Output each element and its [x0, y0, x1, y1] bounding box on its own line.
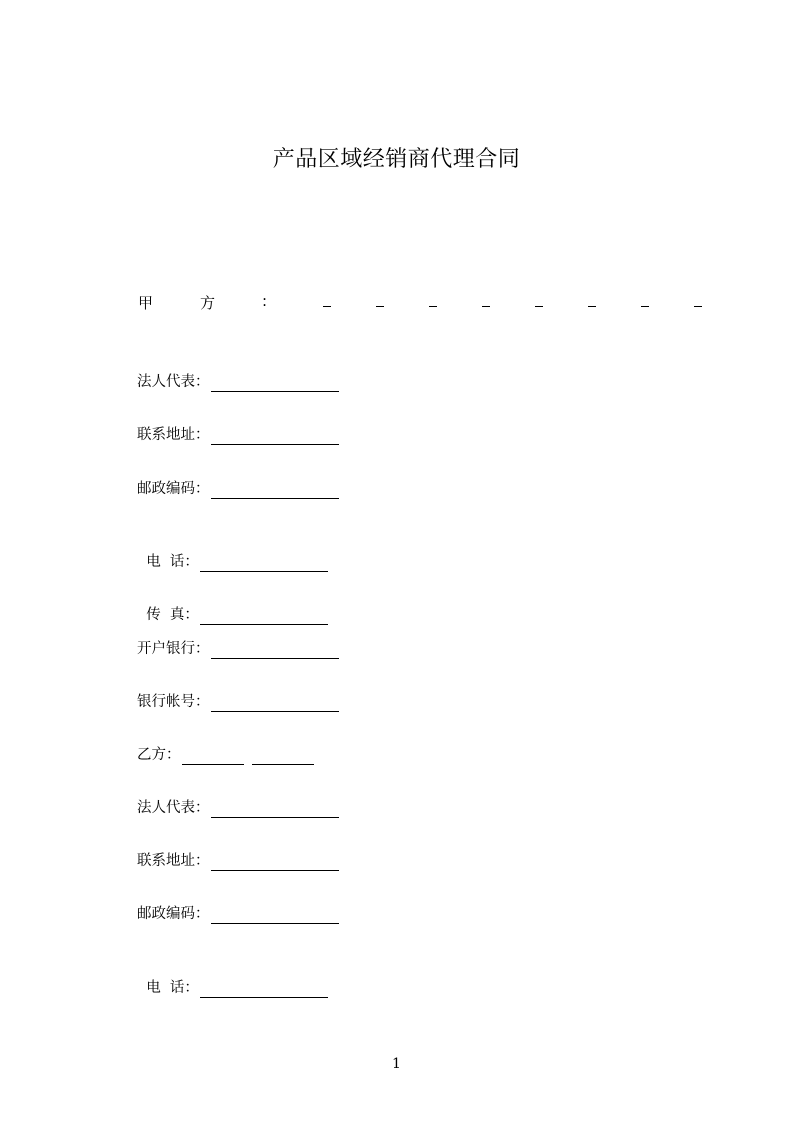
- fill-in-blank: [252, 748, 314, 765]
- field-label: 电 话：: [146, 554, 199, 570]
- fill-in-blank: [211, 375, 339, 392]
- field-label: 银行帐号：: [137, 694, 210, 710]
- field-label: 法人代表：: [137, 374, 210, 390]
- fill-in-blank: [200, 981, 328, 998]
- page-number: 1: [392, 1056, 401, 1072]
- party-b-name-field: [137, 745, 314, 765]
- field-label: 乙方：: [137, 747, 181, 763]
- party-a-blank-dash: [429, 306, 437, 307]
- fill-in-blank: [211, 642, 339, 659]
- party-a-line: [138, 292, 708, 316]
- party-a-address-field: [137, 425, 339, 445]
- party-a-blank-dash: [376, 306, 384, 307]
- party-a-colon: :: [262, 292, 268, 310]
- fill-in-blank: [211, 428, 339, 445]
- party-a-fax-field: [137, 585, 328, 623]
- party-a-blank-dash: [694, 306, 702, 307]
- party-a-blank-dash: [588, 306, 596, 307]
- field-label: 联系地址：: [137, 427, 210, 443]
- fill-in-blank: [211, 482, 339, 499]
- party-a-postcode-field: [137, 479, 339, 499]
- field-label: 传 真：: [146, 607, 199, 623]
- fill-in-blank: [211, 907, 339, 924]
- party-a-legal-rep-field: [137, 372, 339, 392]
- document-title: 产品区域经销商代理合同: [272, 147, 521, 172]
- party-a-account-field: [137, 692, 339, 712]
- party-a-bank-field: [137, 639, 339, 659]
- party-a-label-char1: 甲: [138, 294, 154, 312]
- field-label: 邮政编码：: [137, 481, 210, 497]
- field-label: 法人代表：: [137, 800, 210, 816]
- fill-in-blank: [211, 801, 339, 818]
- party-a-phone-field: [137, 532, 328, 570]
- field-label: 电 话：: [146, 980, 199, 996]
- party-a-label-char2: 方: [200, 294, 216, 312]
- fill-in-blank: [200, 555, 328, 572]
- party-b-postcode-field: [137, 904, 339, 924]
- field-label: 邮政编码：: [137, 906, 210, 922]
- party-b-legal-rep-field: [137, 798, 339, 818]
- fill-in-blank: [211, 854, 339, 871]
- party-b-address-field: [137, 851, 339, 871]
- party-b-phone-field: [137, 958, 328, 996]
- party-a-blank-dash: [482, 306, 490, 307]
- party-a-blank-dash: [323, 306, 331, 307]
- fill-in-blank: [200, 608, 328, 625]
- fill-in-blank: [182, 748, 244, 765]
- field-label: 开户银行：: [137, 641, 210, 657]
- fill-in-blank: [211, 695, 339, 712]
- party-a-blank-dash: [535, 306, 543, 307]
- field-label: 联系地址：: [137, 853, 210, 869]
- party-a-blank-dash: [641, 306, 649, 307]
